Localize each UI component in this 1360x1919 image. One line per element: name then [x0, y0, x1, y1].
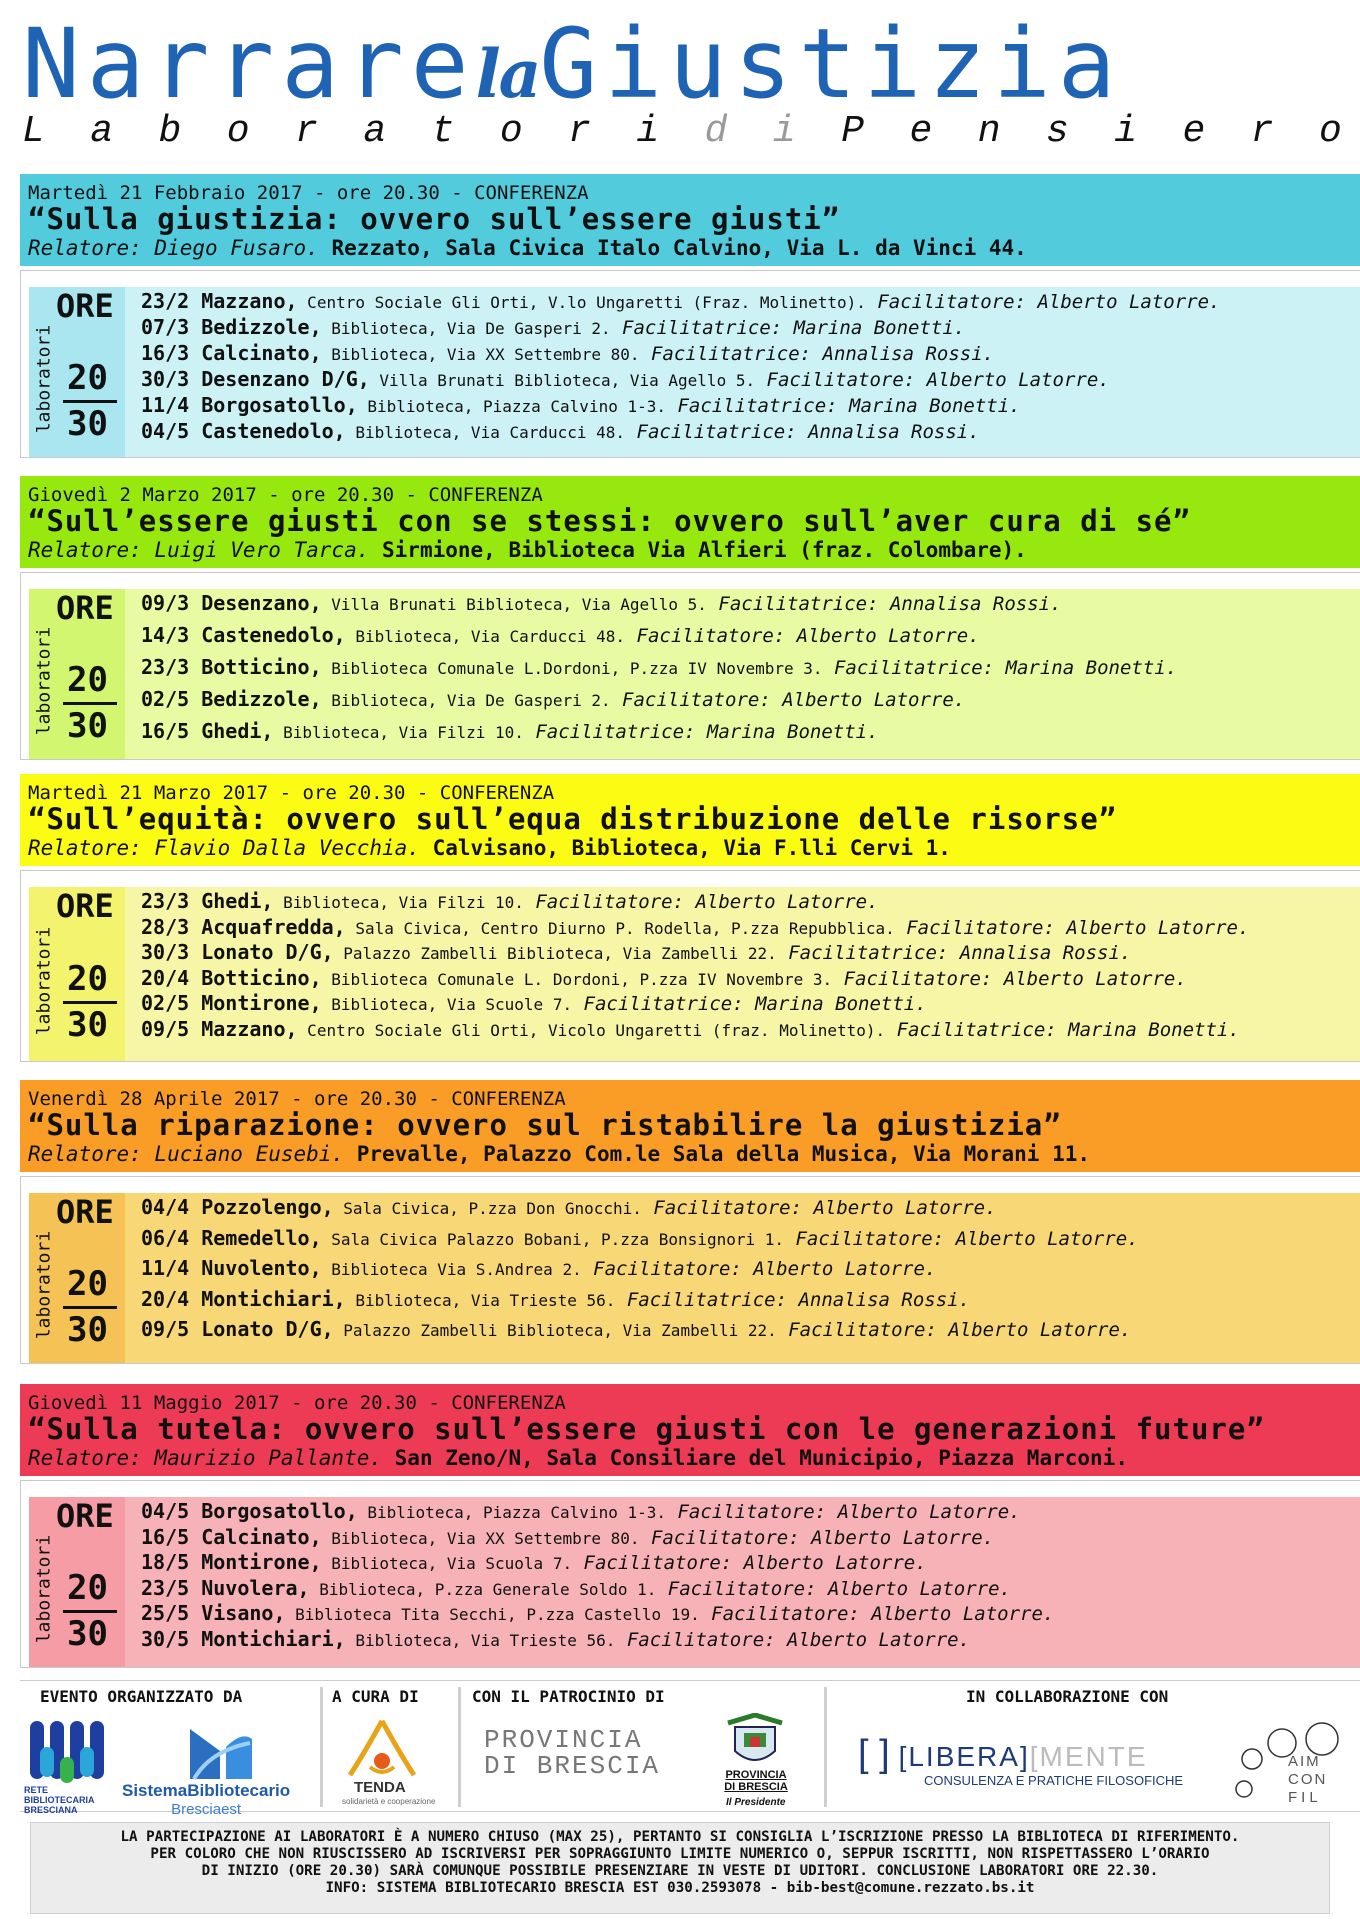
page-subtitle [22, 110, 1342, 153]
lab-date-town: 09/3 Desenzano, [141, 591, 322, 615]
laboratorio-row [141, 1499, 1021, 1523]
lab-place: Palazzo Zambelli Biblioteca, Via Zambelli 22. [333, 944, 777, 963]
time-minutes: 30 [67, 1613, 108, 1654]
laboratori-label: laboratori [33, 324, 55, 434]
collaboration-label: IN COLLABORAZIONE CON [966, 1687, 1169, 1706]
ore-badge [29, 287, 125, 457]
conference-band [20, 476, 1360, 568]
note-line: LA PARTECIPAZIONE AI LABORATORI È A NUMERO CHIUSO (MAX 25), PERTANTO SI CONSIGLIA L’ISCRIZIONE PRESSO LA BIBLIOTECA DI RIFERIMENTO. [120, 1829, 1240, 1845]
lab-place: Sala Civica, P.zza Don Gnocchi. [333, 1199, 642, 1218]
lab-facilitator: Facilitatore: Alberto Latorre. [865, 291, 1221, 313]
laboratori-label: laboratori [33, 1230, 55, 1340]
libera-word: [LIBERA] [898, 1741, 1030, 1772]
conference-speaker: Relatore: Diego Fusaro. [28, 236, 319, 260]
laboratorio-row [141, 966, 1187, 990]
lab-facilitator: Facilitatore: Alberto Latorre. [776, 1319, 1132, 1341]
provincia-text [484, 1727, 660, 1779]
lab-date-town: 09/5 Lonato D/G, [141, 1317, 334, 1341]
ore-badge [29, 887, 125, 1061]
lab-date-town: 25/5 Visano, [141, 1601, 286, 1625]
lab-date-town: 04/5 Borgosatollo, [141, 1499, 358, 1523]
lab-facilitator: Facilitatore: Alberto Latorre. [641, 1197, 997, 1219]
subtitle-letter: i [636, 110, 660, 153]
lab-date-town: 23/2 Mazzano, [141, 289, 298, 313]
subtitle-letter: o [1319, 110, 1342, 153]
tenda-text: TENDA [354, 1779, 406, 1796]
lab-date-town: 11/4 Borgosatollo, [141, 393, 358, 417]
lab-facilitator: Facilitatore: Alberto Latorre. [755, 369, 1110, 391]
lab-date-town: 09/5 Mazzano, [141, 1016, 298, 1041]
laboratorio-row [141, 591, 1062, 615]
lab-place: Biblioteca, Via Filzi 10. [273, 893, 524, 912]
lab-facilitator: Facilitatore: Alberto Latorre. [615, 1628, 971, 1651]
ore-badge [29, 589, 125, 759]
lab-date-town: 30/3 Desenzano D/G, [141, 367, 370, 391]
laboratorio-row [141, 315, 965, 339]
lab-place: Biblioteca Via S.Andrea 2. [321, 1260, 582, 1279]
lab-date-town: 23/3 Botticino, [141, 655, 322, 679]
subtitle-letter: o [499, 110, 523, 153]
lab-place: Biblioteca, Via XX Settembre 80. [321, 345, 640, 364]
lab-facilitator: Facilitatrice: Annalisa Rossi. [625, 421, 980, 443]
laboratorio-row [141, 915, 1249, 939]
lab-facilitator: Facilitatrice: Marina Bonetti. [822, 657, 1178, 679]
time-hour: 20 [67, 959, 108, 1000]
subtitle-letter: d [704, 110, 728, 153]
lab-facilitator: Facilitatore: Alberto Latorre. [894, 916, 1250, 939]
subtitle-letter: b [158, 110, 182, 153]
curated-by-label: A CURA DI [332, 1687, 419, 1706]
laboratori-panel [29, 887, 1360, 1061]
note-line: DI INIZIO (ORE 20.30) SARÀ COMUNQUE POSSIBILE PRESENZIARE IN VESTE DI UDITORI. CONCLUSIONE LABORATORI ORE 22.30. [201, 1863, 1159, 1879]
patronage-label: CON IL PATROCINIO DI [472, 1687, 665, 1706]
conference-band [20, 1384, 1360, 1476]
libera-bracket-icon: [ ] [858, 1733, 890, 1775]
ore-label: ORE [56, 1497, 114, 1535]
time-minutes: 30 [67, 1309, 108, 1350]
laboratori-panel [29, 287, 1360, 457]
provincia-stemma-line1: PROVINCIA [725, 1769, 787, 1781]
lab-place: Centro Sociale Gli Orti, Vicolo Ungaretti (fraz. Molinetto). [297, 1020, 886, 1040]
lab-place: Biblioteca, Via Scuole 7. [321, 995, 573, 1014]
time-fraction-bar [63, 1306, 117, 1309]
subtitle-letter: e [909, 110, 933, 153]
laboratorio-row [141, 1017, 1240, 1041]
footer-logos [20, 1680, 1360, 1818]
conference-speaker-venue [28, 834, 1360, 862]
lab-place: Biblioteca Comunale L.Dordoni, P.zza IV Novembre 3. [321, 659, 823, 678]
laboratorio-row [141, 1287, 970, 1311]
lab-date-town: 14/3 Castenedolo, [141, 623, 346, 647]
lab-place: Biblioteca, Via XX Settembre 80. [321, 1528, 640, 1548]
provincia-line2: DI BRESCIA [484, 1751, 661, 1781]
lab-place: Sala Civica Palazzo Bobani, P.zza Bonsignori 1. [321, 1229, 784, 1249]
lab-place: Biblioteca, Via Filzi 10. [273, 723, 524, 742]
lab-date-town: 23/3 Ghedi, [141, 889, 274, 913]
provincia-line1: PROVINCIA [484, 1725, 643, 1755]
conference-speaker: Relatore: Maurizio Pallante. [28, 1446, 383, 1470]
conference-speaker: Relatore: Flavio Dalla Vecchia. [28, 836, 420, 860]
lab-facilitator: Facilitatrice: Annalisa Rossi. [776, 942, 1132, 964]
laboratorio-row [141, 393, 1021, 417]
laboratorio-row [141, 719, 879, 743]
time-minutes: 30 [67, 403, 108, 444]
aim-line2: CON [1288, 1771, 1328, 1788]
conference-title: “Sull’essere giusti con se stessi: ovvero sull’aver cura di sé” [28, 504, 1191, 538]
laboratori-label: laboratori [33, 626, 55, 736]
lab-date-town: 02/5 Montirone, [141, 991, 322, 1015]
conference-venue: Calvisano, Biblioteca, Via F.lli Cervi 1. [419, 836, 951, 860]
laboratori-box [20, 270, 1360, 458]
laboratorio-row [141, 991, 927, 1015]
subtitle-letter: a [363, 110, 387, 153]
lab-date-town: 02/5 Bedizzole, [141, 687, 322, 711]
time-hour: 20 [67, 357, 108, 398]
time-fraction-bar [63, 1001, 117, 1004]
laboratorio-row [141, 1317, 1131, 1341]
ore-label: ORE [56, 287, 114, 325]
lab-place: Biblioteca Comunale L. Dordoni, P.zza IV Novembre 3. [321, 969, 833, 989]
subtitle-letter: t [431, 110, 455, 153]
lab-facilitator: Facilitatrice: Annalisa Rossi. [639, 343, 995, 365]
laboratori-vertical-label [29, 895, 59, 1067]
lab-facilitator: Facilitatore: Alberto Latorre. [832, 967, 1187, 990]
lab-facilitator: Facilitatrice: Marina Bonetti. [572, 993, 927, 1015]
time-hour: 20 [67, 659, 108, 700]
laboratori-box [20, 572, 1360, 760]
lab-date-town: 30/5 Montichiari, [141, 1626, 346, 1651]
lab-place: Biblioteca, Via Trieste 56. [345, 1630, 616, 1650]
lab-facilitator: Facilitatrice: Annalisa Rossi. [706, 593, 1062, 615]
lab-place: Palazzo Zambelli Biblioteca, Via Zambelli 22. [333, 1321, 777, 1340]
ore-label: ORE [56, 589, 114, 627]
subtitle-letter: o [226, 110, 250, 153]
separator-1 [320, 1687, 323, 1807]
page-title [22, 8, 1123, 124]
conference-title: “Sulla tutela: ovvero sull’essere giusti con le generazioni future” [28, 1412, 1265, 1446]
lab-facilitator: Facilitatrice: Marina Bonetti. [610, 317, 966, 339]
ore-badge [29, 1497, 125, 1667]
laboratorio-row [141, 1195, 997, 1219]
lab-date-town: 06/4 Remedello, [141, 1225, 322, 1250]
subtitle-letter: r [568, 110, 591, 153]
laboratorio-row [141, 655, 1177, 679]
aim-line3: FIL [1288, 1789, 1322, 1806]
lab-date-town: 28/3 Acquafredda, [141, 914, 346, 939]
lab-place: Biblioteca, Via Carducci 48. [345, 627, 626, 646]
lab-facilitator: Facilitatore: Alberto Latorre. [699, 1603, 1055, 1625]
lab-facilitator: Facilitatrice: Marina Bonetti. [666, 395, 1021, 417]
lab-date-town: 30/3 Lonato D/G, [141, 940, 334, 964]
title-la: la [475, 35, 540, 113]
lab-facilitator: Facilitatrice: Marina Bonetti. [885, 1018, 1240, 1041]
time-minutes: 30 [67, 1005, 108, 1046]
ore-label: ORE [56, 1193, 114, 1231]
laboratorio-row [141, 1525, 994, 1549]
rete-bibliotecaria-text: RETE BIBLIOTECARIA BRESCIANA [24, 1785, 95, 1815]
lab-date-town: 11/4 Nuvolento, [141, 1256, 322, 1280]
conference-date: Giovedì 2 Marzo 2017 - ore 20.30 - CONFERENZA [28, 484, 543, 506]
subtitle-letter: L [22, 110, 45, 153]
lab-place: Biblioteca Tita Secchi, P.zza Castello 19. [285, 1605, 700, 1624]
laboratorio-row [141, 1627, 970, 1651]
laboratorio-row [141, 889, 879, 913]
sistema-bibliotecario-text [122, 1781, 290, 1818]
laboratorio-row [141, 1256, 936, 1280]
sistema-bibliotecario-sub: Bresciaest [171, 1801, 242, 1818]
laboratorio-row [141, 1601, 1054, 1625]
subtitle-letter: a [90, 110, 114, 153]
lab-facilitator: Facilitatore: Alberto Latorre. [523, 891, 879, 913]
ore-badge [29, 1193, 125, 1363]
lab-date-town: 23/5 Nuvolera, [141, 1575, 310, 1600]
title-narrare: Narrare [22, 8, 476, 120]
libera-subtext: CONSULENZA E PRATICHE FILOSOFICHE [924, 1773, 1184, 1788]
lab-date-town: 07/3 Bedizzole, [141, 315, 322, 339]
time-hour: 20 [67, 1567, 108, 1608]
conference-venue: Prevalle, Palazzo Com.le Sala della Musica, Via Morani 11. [344, 1142, 1091, 1166]
tenda-subtext: solidarietà e cooperazione [342, 1797, 436, 1806]
lab-facilitator: Facilitatore: Alberto Latorre. [639, 1526, 995, 1549]
mente-word: [MENTE [1029, 1741, 1148, 1772]
subtitle-letter: i [1114, 110, 1138, 153]
conference-title: “Sulla riparazione: ovvero sul ristabilire la giustizia” [28, 1108, 1062, 1142]
time-hour: 20 [67, 1263, 108, 1304]
ore-label: ORE [56, 887, 114, 925]
laboratori-panel [29, 1497, 1360, 1667]
lab-place: Biblioteca, Via Carducci 48. [345, 423, 626, 442]
laboratori-box [20, 870, 1360, 1062]
lab-date-town: 16/5 Calcinato, [141, 1524, 322, 1549]
subtitle-letter: r [1250, 110, 1274, 153]
laboratorio-row [141, 341, 994, 365]
presidente-text: Il Presidente [726, 1797, 786, 1808]
separator-2 [458, 1687, 461, 1807]
lab-date-town: 18/5 Montirone, [141, 1550, 322, 1574]
conference-speaker-venue [28, 1444, 1360, 1472]
conference-date: Giovedì 11 Maggio 2017 - ore 20.30 - CONFERENZA [28, 1392, 566, 1414]
note-line: PER COLORO CHE NON RIUSCISSERO AD ISCRIVERSI PER SOPRAGGIUNTO LIMITE NUMERICO O, SEPPUR ISCRITTI, NON RISPETTASSERO L’ORARIO [150, 1846, 1210, 1862]
provincia-stemma-text [721, 1769, 791, 1793]
subtitle-letter: e [1182, 110, 1206, 153]
lab-facilitator: Facilitatore: Alberto Latorre. [784, 1227, 1139, 1250]
conference-speaker: Relatore: Luciano Eusebi. [28, 1142, 345, 1166]
lab-facilitator: Facilitatrice: Marina Bonetti. [523, 721, 879, 743]
conference-band [20, 774, 1360, 866]
subtitle-letter: i [772, 110, 796, 153]
time-fraction-bar [63, 1610, 117, 1613]
conference-band [20, 1080, 1360, 1172]
provincia-stemma-icon [720, 1713, 790, 1771]
conference-venue: Rezzato, Sala Civica Italo Calvino, Via L. da Vinci 44. [318, 236, 1027, 260]
time-fraction-bar [63, 400, 117, 403]
conference-title: “Sull’equità: ovvero sull’equa distribuzione delle risorse” [28, 802, 1118, 836]
conference-title: “Sulla giustizia: ovvero sull’essere giusti” [28, 202, 841, 236]
lab-facilitator: Facilitatore: Alberto Latorre. [656, 1577, 1011, 1600]
libera-logo [858, 1733, 1148, 1776]
lab-facilitator: Facilitatore: Alberto Latorre. [610, 689, 966, 711]
sistema-bibliotecario-name: SistemaBibliotecario [122, 1781, 291, 1800]
lab-place: Biblioteca, Via Trieste 56. [345, 1290, 616, 1310]
laboratorio-row [141, 1226, 1139, 1250]
subtitle-letter: P [841, 110, 864, 153]
title-giustizia: Giustizia [539, 8, 1123, 120]
aim-text [1288, 1753, 1327, 1807]
tenda-logo [342, 1717, 422, 1779]
laboratori-vertical-label [29, 1201, 59, 1369]
laboratorio-row [141, 687, 965, 711]
laboratori-box [20, 1176, 1360, 1364]
subtitle-letter: s [1045, 110, 1069, 153]
lab-facilitator: Facilitatore: Alberto Latorre. [625, 625, 980, 647]
conference-speaker-venue [28, 1140, 1360, 1168]
lab-place: Villa Brunati Biblioteca, Via Agello 5. [321, 595, 707, 614]
aim-line1: AIM [1288, 1753, 1321, 1770]
provincia-stemma-line2: DI BRESCIA [724, 1781, 788, 1793]
lab-date-town: 16/5 Ghedi, [141, 719, 274, 743]
time-fraction-bar [63, 702, 117, 705]
lab-facilitator: Facilitatrice: Annalisa Rossi. [615, 1288, 971, 1311]
lab-place: Villa Brunati Biblioteca, Via Agello 5. [369, 371, 756, 390]
lab-place: Biblioteca, Piazza Calvino 1-3. [357, 397, 666, 416]
lab-place: Sala Civica, Centro Diurno P. Rodella, P.zza Repubblica. [345, 918, 895, 938]
laboratorio-row [141, 623, 980, 647]
lab-place: Biblioteca, Via De Gasperi 2. [321, 319, 611, 338]
laboratorio-row [141, 1550, 927, 1574]
lab-place: Biblioteca, Piazza Calvino 1-3. [357, 1503, 666, 1522]
info-notes [30, 1822, 1330, 1914]
laboratorio-row [141, 367, 1110, 391]
conference-band [20, 174, 1360, 266]
conference-date: Martedì 21 Marzo 2017 - ore 20.30 - CONFERENZA [28, 782, 555, 804]
laboratorio-row [141, 940, 1131, 964]
laboratori-label: laboratori [33, 1534, 55, 1644]
conference-speaker: Relatore: Luigi Vero Tarca. [28, 538, 370, 562]
laboratori-vertical-label [29, 597, 59, 765]
lab-date-town: 16/3 Calcinato, [141, 341, 322, 365]
laboratori-box [20, 1480, 1360, 1668]
lab-date-town: 04/4 Pozzolengo, [141, 1195, 334, 1219]
lab-facilitator: Facilitatore: Alberto Latorre. [572, 1552, 927, 1574]
lab-place: Centro Sociale Gli Orti, V.lo Ungaretti (Fraz. Molinetto). [297, 293, 866, 312]
subtitle-letter: r [295, 110, 318, 153]
laboratorio-row [141, 419, 980, 443]
laboratori-vertical-label [29, 1505, 59, 1673]
lab-place: Biblioteca, P.zza Generale Soldo 1. [309, 1579, 657, 1599]
sistema-bibliotecario-logo [180, 1721, 260, 1783]
lab-date-town: 04/5 Castenedolo, [141, 419, 346, 443]
subtitle-letter: n [977, 110, 1001, 153]
lab-facilitator: Facilitatore: Alberto Latorre. [581, 1258, 937, 1280]
lab-date-town: 20/4 Botticino, [141, 965, 322, 990]
conference-venue: San Zeno/N, Sala Consiliare del Municipio, Piazza Marconi. [382, 1446, 1128, 1470]
conference-date: Martedì 21 Febbraio 2017 - ore 20.30 - CONFERENZA [28, 182, 589, 204]
time-minutes: 30 [67, 705, 108, 746]
separator-3 [824, 1687, 827, 1807]
laboratori-vertical-label [29, 295, 59, 463]
laboratorio-row [141, 289, 1221, 313]
conference-speaker-venue [28, 234, 1360, 262]
laboratorio-row [141, 1576, 1011, 1600]
conference-venue: Sirmione, Biblioteca Via Alfieri (fraz. Colombare). [369, 538, 1027, 562]
note-line: INFO: SISTEMA BIBLIOTECARIO BRESCIA EST 030.2593078 - bib-best@comune.rezzato.bs.it [325, 1880, 1035, 1896]
organized-by-label: EVENTO ORGANIZZATO DA [40, 1687, 243, 1706]
conference-date: Venerdì 28 Aprile 2017 - ore 20.30 - CONFERENZA [28, 1088, 566, 1110]
lab-facilitator: Facilitatore: Alberto Latorre. [666, 1501, 1021, 1523]
laboratori-label: laboratori [33, 926, 55, 1036]
lab-place: Biblioteca, Via De Gasperi 2. [321, 691, 611, 710]
laboratori-panel [29, 589, 1360, 759]
conference-speaker-venue [28, 536, 1360, 564]
laboratori-panel [29, 1193, 1360, 1363]
lab-place: Biblioteca, Via Scuola 7. [321, 1554, 573, 1573]
lab-date-town: 20/4 Montichiari, [141, 1286, 346, 1311]
